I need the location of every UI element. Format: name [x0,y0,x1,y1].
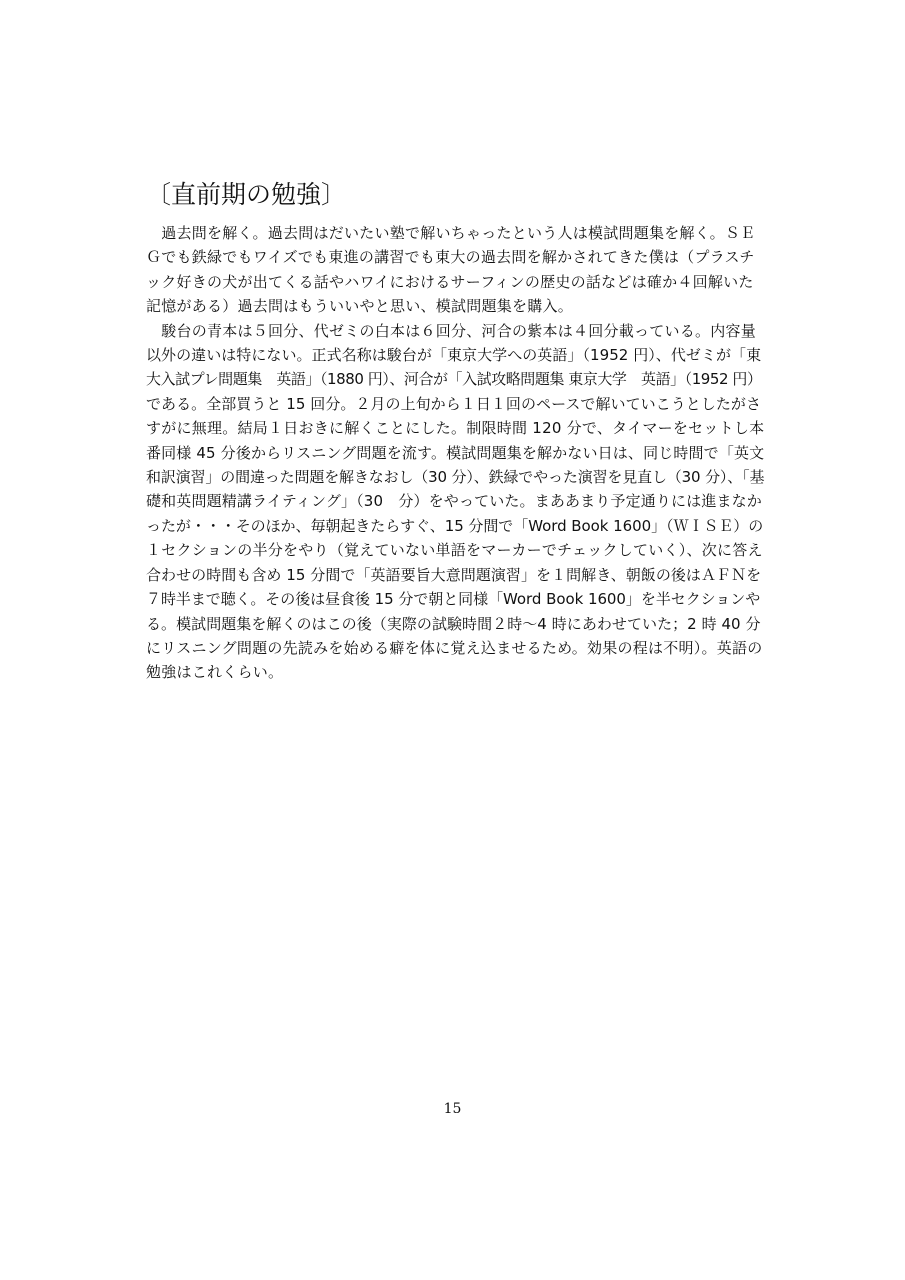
text-line: 勉強はこれくらい。 [146,663,284,682]
text-line: １セクションの半分をやり（覚えていない単語をマーカーでチェックしていく）、次に答え [146,541,763,560]
text-line: 合わせの時間も含め 15 分間で「英語要旨大意問題演習」を１問解き、朝飯の後はＡＦＮを [146,565,762,584]
text-line: 大入試プレ問題集 英語」（1880 円）、河合が「入試攻略問題集 東京大学 英語」（1952 円） [146,370,762,389]
text-line: Ｇでも鉄緑でもワイズでも東進の講習でも東大の過去問を解かされてきた僕は（プラスチ [146,248,755,267]
text-line: 礎和英問題精講ライティング」（30 分）をやっていた。まああまり予定通りには進まなか [146,492,762,511]
page-number: 15 [443,1101,462,1117]
section-heading: 〔直前期の勉強〕 [146,180,347,209]
text-line: ７時半まで聴く。その後は昼食後 15 分で朝と同様「Word Book 1600」を半セクションや [146,590,761,609]
body-text [146,221,764,685]
text-line: 以外の違いは特にない。正式名称は駿台が「東京大学への英語」（1952 円）、代ゼミが「東 [146,346,762,365]
text-line: にリスニング問題の先読みを始める癖を体に覚え込ませるため。効果の程は不明）。英語の [146,638,763,657]
text-line: 番同様 45 分後からリスニング問題を流す。模試問題集を解かない日は、同じ時間で「英文 [146,443,765,462]
text-line: すがに無理。結局１日おきに解くことにした。制限時間 120 分で、タイマーをセットし本 [146,419,765,438]
text-line: る。模試問題集を解くのはこの後（実際の試験時間２時～4 時にあわせていた；2 時 40 分 [146,614,761,633]
text-line: 記憶がある）過去問はもういいやと思い、模試問題集を購入。 [146,297,574,316]
text-line: ったが・・・そのほか、毎朝起きたらすぐ、15 分間で「Word Book 1600」（ＷＩＳＥ）の [146,516,764,535]
text-line: である。全部買うと 15 回分。２月の上旬から１日１回のペースで解いていこうとしたがさ [146,394,762,413]
text-line: 駿台の青本は５回分、代ゼミの白本は６回分、河合の紫本は４回分載っている。内容量 [146,321,757,340]
text-line: 和訳演習」の間違った問題を解きなおし（30 分）、鉄緑でやった演習を見直し（30 分）、「基 [146,468,765,487]
text-line: 過去問を解く。過去問はだいたい塾で解いちゃったという人は模試問題集を解く。ＳＥ [146,224,756,242]
text-line: ック好きの犬が出てくる話やハワイにおけるサーフィンの歴史の話などは確か４回解いた [146,272,754,291]
